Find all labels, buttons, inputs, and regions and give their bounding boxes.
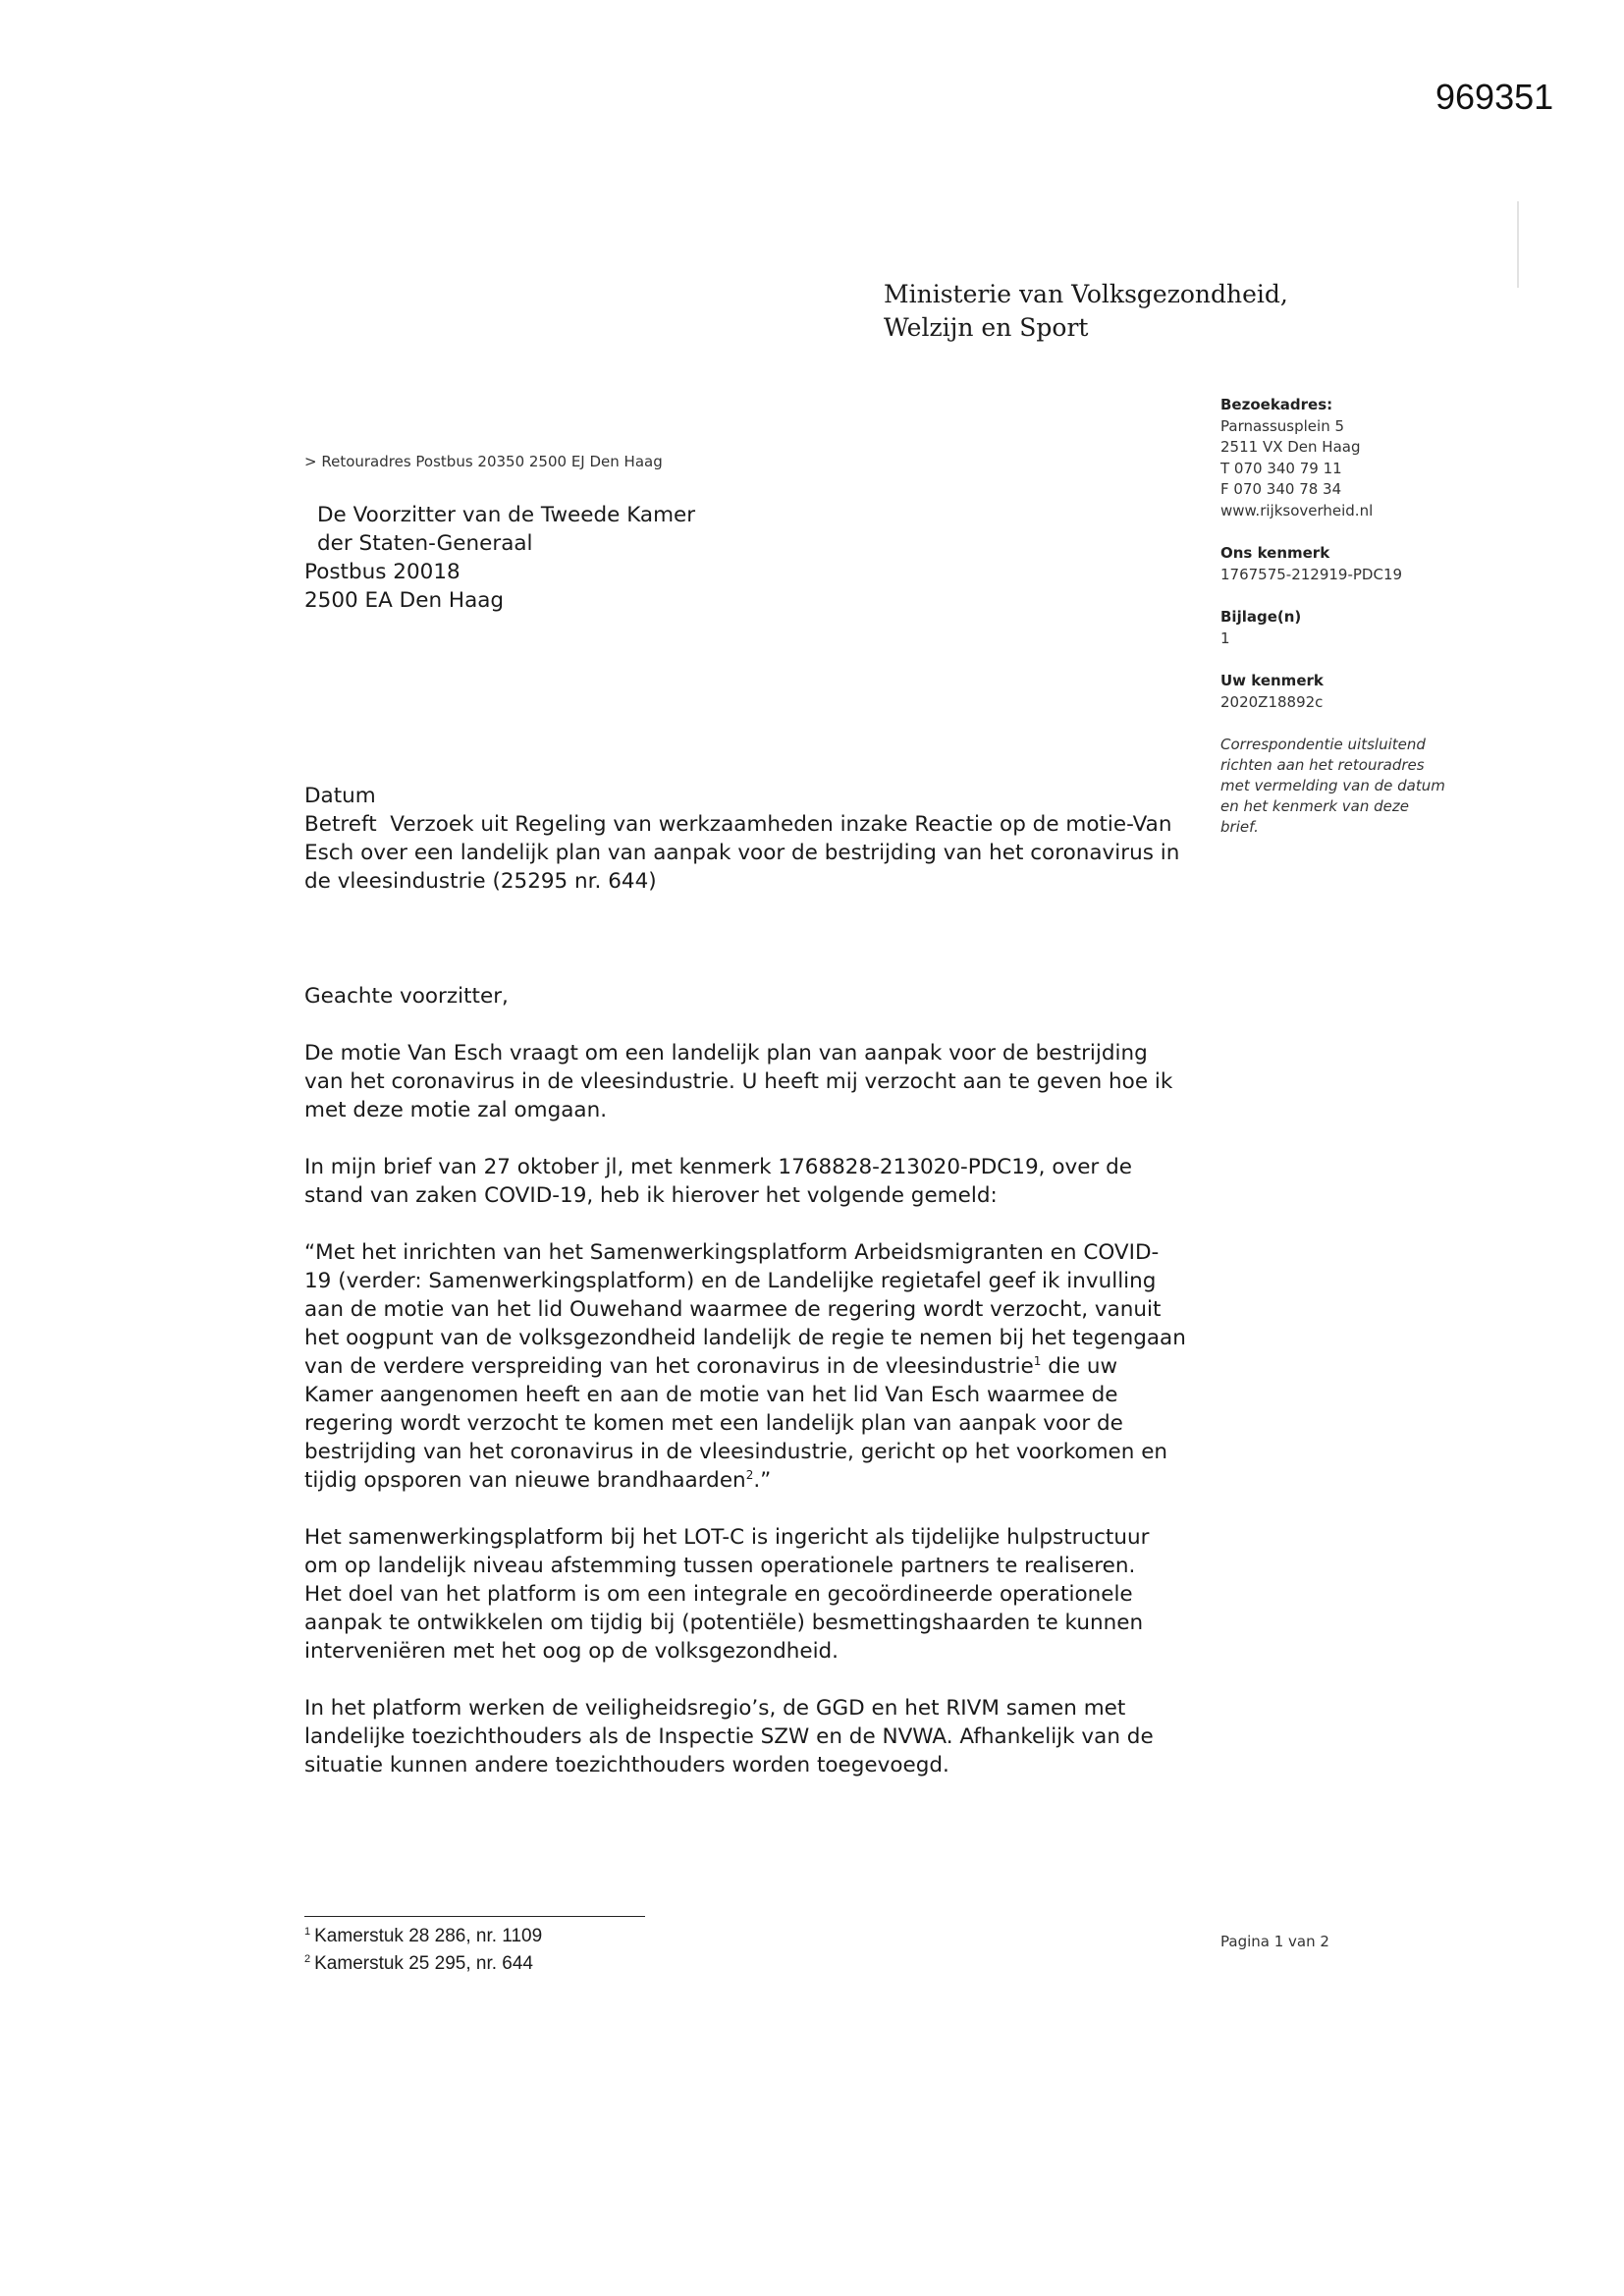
letter-header-fields <box>304 782 1208 896</box>
visit-address-label: Bezoekadres: <box>1220 396 1333 413</box>
document-number: 969351 <box>1435 77 1554 117</box>
phone-line: T 070 340 79 11 <box>1220 459 1342 477</box>
addressee-line: 2500 EA Den Haag <box>304 588 505 613</box>
bijlage-block <box>1220 607 1486 649</box>
footnote-1: $^1$ Kamerstuk 28 286, nr. 1109 <box>304 1926 543 1946</box>
letter-body <box>304 982 1208 1808</box>
quote-paragraph: “Met het inrichten van het Samenwerkingsplatform Arbeidsmigranten en COVID- 19 (verder: Samenwerkingsplatform) en de Landelijke regietafel geef ik invulling aan de motie van het lid Ouwehand waarmee de regering wordt verzocht, vanuit het oogpunt van de volksgezondheid landelijk de regie te nemen bij het tegengaan van de verdere verspreiding van het coronavirus in de vleesindustrie$^1$ die uw Kamer aangenomen heeft en aan de motie van het lid Van Esch waarmee de regering wordt verzocht te komen met een landelijk plan van aanpak voor de bestrijding van het coronavirus in de vleesindustrie, gericht op het voorkomen en tijdig opsporen van nieuwe brandhaarden$^2$.” <box>304 1240 1186 1493</box>
subject-text: Esch over een landelijk plan van aanpak voor de bestrijding van het coronavirus in <box>304 841 1180 865</box>
note-line: Correspondentie uitsluitend <box>1220 736 1426 753</box>
note-line: en het kenmerk van deze <box>1220 797 1409 815</box>
paragraph-2: In mijn brief van 27 oktober jl, met kenmerk 1768828-213020-PDC19, over de stand van zaken COVID-19, heb ik hierover het volgende gemeld: <box>304 1155 1132 1208</box>
footnotes <box>304 1923 542 1978</box>
date-label: Datum <box>304 784 376 808</box>
uw-kenmerk-block <box>1220 671 1486 713</box>
ministry-logo-text <box>884 278 1288 345</box>
paragraph-4: Het samenwerkingsplatform bij het LOT-C is ingericht als tijdelijke hulpstructuur om op landelijk niveau afstemming tussen operationele partners te realiseren. Het doel van het platform is om een integrale en gecoördineerde operationele aanpak te ontwikkelen om tijdig bij (potentiële) besmettingshaarden te kunnen interveniëren met het oog op de volksgezondheid. <box>304 1525 1150 1664</box>
return-address: > Retouradres Postbus 20350 2500 EJ Den Haag <box>304 453 663 470</box>
subject-line-1 <box>304 810 1208 839</box>
sidebar-info <box>1220 395 1486 838</box>
ministry-line-1: Ministerie van Volksgezondheid, <box>884 280 1288 308</box>
ons-kenmerk-label: Ons kenmerk <box>1220 544 1330 562</box>
addressee-line: der Staten-Generaal <box>317 531 533 556</box>
uw-kenmerk-value: 2020Z18892c <box>1220 692 1324 711</box>
visit-address-line: Parnassusplein 5 <box>1220 416 1345 435</box>
uw-kenmerk-label: Uw kenmerk <box>1220 672 1324 689</box>
ons-kenmerk-value: 1767575-212919-PDC19 <box>1220 565 1403 583</box>
salutation: Geachte voorzitter, <box>304 984 509 1009</box>
footnote-2: $^2$ Kamerstuk 25 295, nr. 644 <box>304 1953 533 1974</box>
ministry-line-2: Welzijn en Sport <box>884 313 1089 342</box>
ons-kenmerk-block <box>1220 543 1486 585</box>
bijlage-label: Bijlage(n) <box>1220 608 1302 626</box>
page-number: Pagina 1 van 2 <box>1220 1933 1329 1950</box>
note-line: met vermelding van de datum <box>1220 777 1445 794</box>
subject-label: Betreft <box>304 812 377 837</box>
website-link[interactable]: www.rijksoverheid.nl <box>1220 501 1374 519</box>
subject-text: Verzoek uit Regeling van werkzaamheden inzake Reactie op de motie-Van <box>390 812 1172 837</box>
subject-text: de vleesindustrie (25295 nr. 644) <box>304 869 657 894</box>
paragraph-1: De motie Van Esch vraagt om een landelijk plan van aanpak voor de bestrijding van het coronavirus in de vleesindustrie. U heeft mij verzocht aan te geven hoe ik met deze motie zal omgaan. <box>304 1041 1173 1122</box>
paragraph-5: In het platform werken de veiligheidsregio’s, de GGD en het RIVM samen met landelijke toezichthouders als de Inspectie SZW en de NVWA. Afhankelijk van de situatie kunnen andere toezichthouders worden toegevoegd. <box>304 1696 1154 1777</box>
footnote-ref-1[interactable]: 1 <box>1033 1354 1042 1368</box>
bijlage-value: 1 <box>1220 629 1230 647</box>
visit-address-line: 2511 VX Den Haag <box>1220 438 1361 456</box>
footnote-divider <box>304 1916 645 1917</box>
correspondence-note <box>1220 735 1486 838</box>
visit-address-block <box>1220 395 1486 521</box>
margin-line <box>1517 201 1519 288</box>
addressee-line: De Voorzitter van de Tweede Kamer <box>317 503 696 527</box>
addressee-block <box>304 501 695 615</box>
addressee-line: Postbus 20018 <box>304 560 460 584</box>
fax-line: F 070 340 78 34 <box>1220 480 1342 498</box>
note-line: brief. <box>1220 818 1259 836</box>
footnote-ref-2[interactable]: 2 <box>745 1468 754 1482</box>
note-line: richten aan het retouradres <box>1220 756 1425 774</box>
